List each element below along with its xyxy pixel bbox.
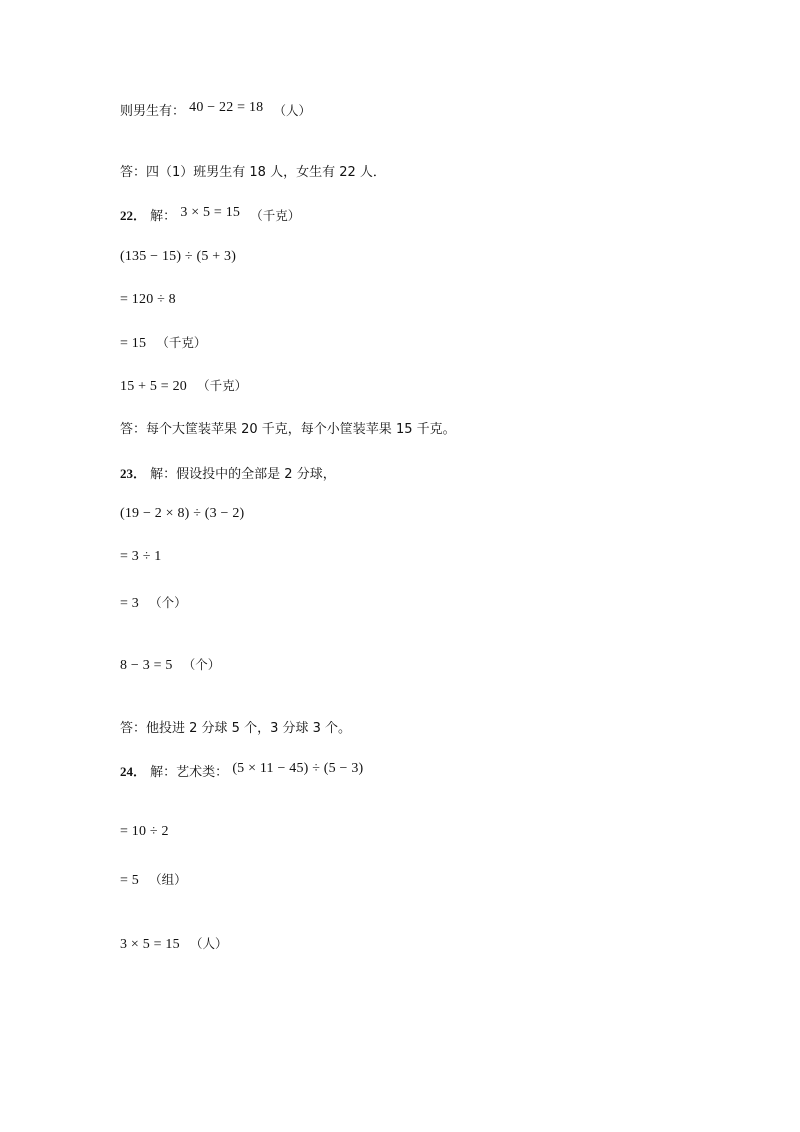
q22-step-3-formula: = 15 <box>120 336 147 351</box>
q23-step-3-formula: = 3 <box>120 596 139 611</box>
question-23-line <box>120 465 336 484</box>
boys-count-formula: 40 − 22 = 18 <box>189 100 264 115</box>
question-23-text: 解：假设投中的全部是 2 分球， <box>150 467 336 482</box>
q24-step-1: = 10 ÷ 2 <box>120 824 169 839</box>
question-22-line <box>120 207 300 226</box>
q23-step-4-unit: （个） <box>182 657 221 672</box>
question-24-number: 24． <box>120 764 147 779</box>
answer-22: 答：每个大筐装苹果 20 千克，每个小筐装苹果 15 千克。 <box>120 422 456 437</box>
q24-step-3 <box>120 935 227 954</box>
boys-count-unit: （人） <box>273 103 312 118</box>
answer-21: 答：四（1）班男生有 18 人，女生有 22 人． <box>120 165 386 180</box>
question-22-formula: 3 × 5 = 15 <box>180 205 241 220</box>
q23-step-1: (19 − 2 × 8) ÷ (3 − 2) <box>120 506 245 521</box>
q23-step-3 <box>120 594 187 613</box>
question-22-label: 解： <box>150 209 177 224</box>
question-22-unit: （千克） <box>250 208 301 223</box>
question-23-number: 23． <box>120 466 147 481</box>
q24-step-2-unit: （组） <box>149 872 187 887</box>
q23-step-4 <box>120 656 220 675</box>
q23-step-2: = 3 ÷ 1 <box>120 549 162 564</box>
boys-count-line <box>120 102 311 121</box>
q22-step-1: (135 − 15) ÷ (5 + 3) <box>120 249 237 264</box>
q22-step-2: = 120 ÷ 8 <box>120 292 176 307</box>
boys-count-prefix: 则男生有： <box>120 104 186 119</box>
q24-step-3-unit: （人） <box>189 936 228 951</box>
q22-step-4-unit: （千克） <box>197 378 248 393</box>
q22-step-4 <box>120 377 247 396</box>
answer-23: 答：他投进 2 分球 5 个，3 分球 3 个。 <box>120 721 352 736</box>
q24-step-2-formula: = 5 <box>120 873 139 888</box>
question-24-formula: (5 × 11 − 45) ÷ (5 − 3) <box>232 761 364 776</box>
q23-step-3-unit: （个） <box>149 595 187 610</box>
q23-step-4-formula: 8 − 3 = 5 <box>120 658 173 673</box>
question-24-line <box>120 763 363 782</box>
q22-step-3 <box>120 334 206 353</box>
question-22-number: 22． <box>120 208 147 223</box>
q22-step-4-formula: 15 + 5 = 20 <box>120 379 187 394</box>
q24-step-2 <box>120 871 187 890</box>
question-24-label: 解：艺术类： <box>150 765 229 780</box>
q22-step-3-unit: （千克） <box>156 335 207 350</box>
q24-step-3-formula: 3 × 5 = 15 <box>120 937 180 952</box>
